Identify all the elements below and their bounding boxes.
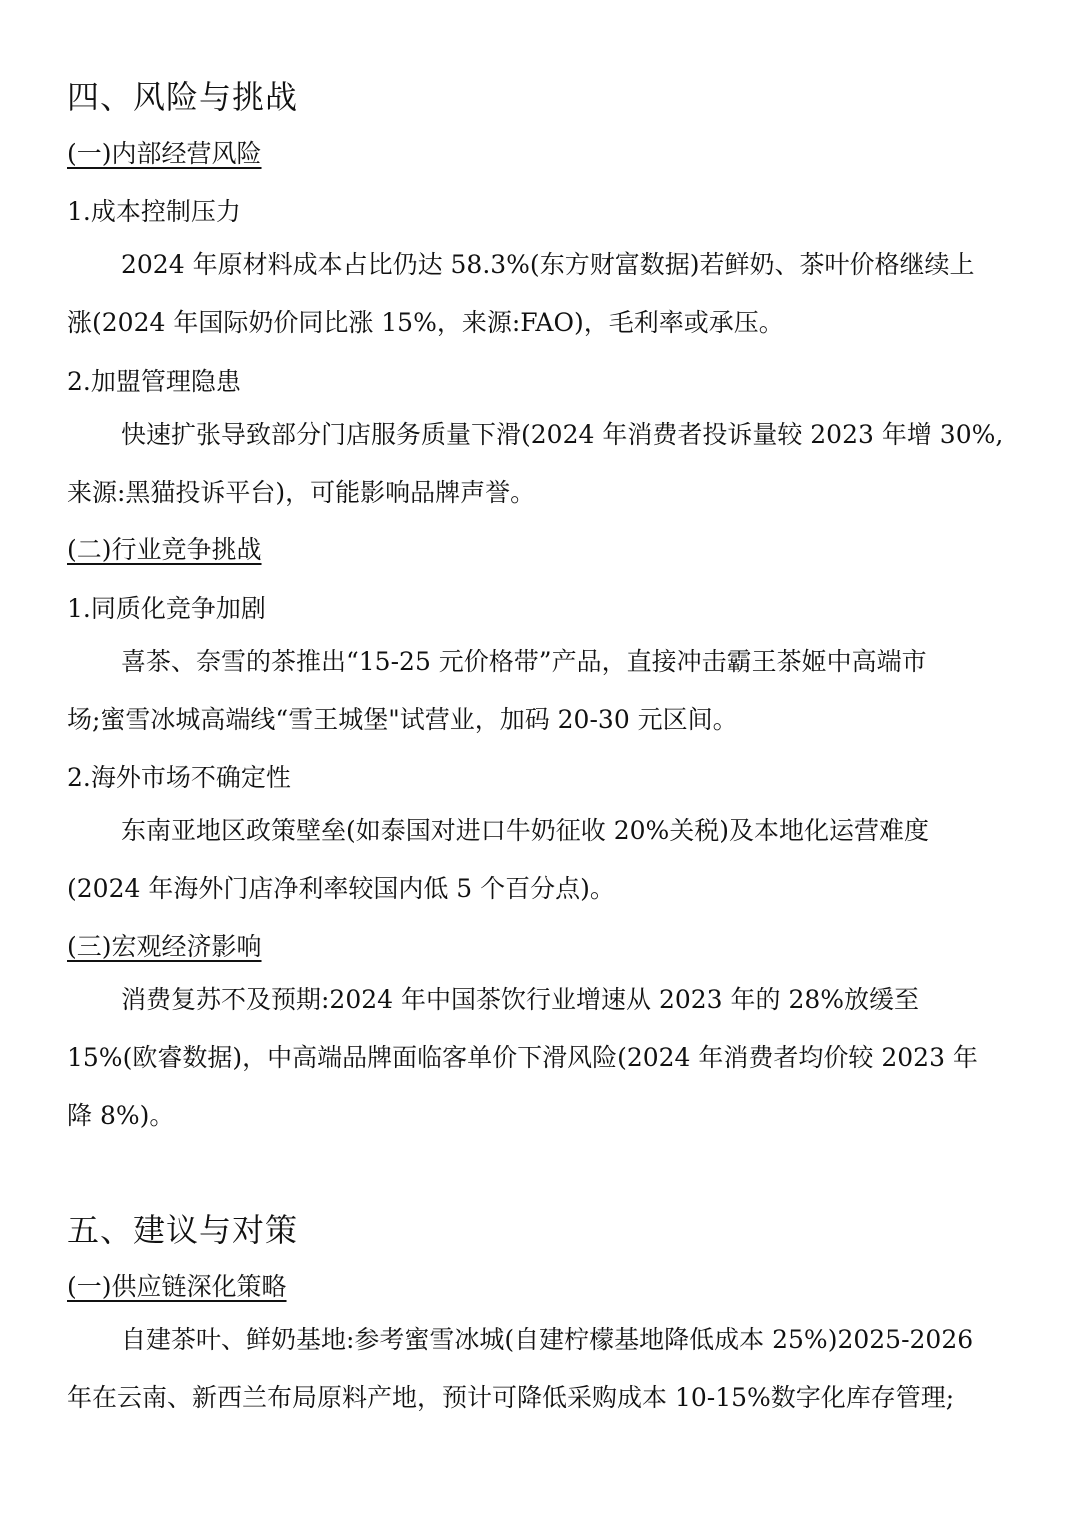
subsection-title-competition: (二)行业竞争挑战 [67,535,262,564]
subsection-title-supply-chain: (一)供应链深化策略 [67,1272,287,1301]
paragraph-supply-chain [67,1311,1017,1427]
paragraph-line: 年在云南、新西兰布局原料产地，预计可降低采购成本 10-15%数字化库存管理; [67,1383,955,1412]
paragraph-line: 场;蜜雪冰城高端线“雪王城堡"试营业，加码 20-30 元区间。 [67,705,738,734]
subsection-title-internal-risks: (一)内部经营风险 [67,139,262,168]
section-title-risks: 四、风险与挑战 [67,78,299,116]
paragraph-franchise-management [67,406,1017,522]
item-title-cost-control: 1.成本控制压力 [67,197,241,226]
paragraph-line: 15%(欧睿数据)，中高端品牌面临客单价下滑风险(2024 年消费者均价较 2023 年 [67,1043,978,1072]
paragraph-overseas-uncertainty [67,802,1017,918]
paragraph-line: 喜茶、奈雪的茶推出“15-25 元价格带”产品，直接冲击霸王茶姬中高端市 [121,647,927,676]
paragraph-line: 消费复苏不及预期:2024 年中国茶饮行业增速从 2023 年的 28%放缓至 [121,985,920,1014]
paragraph-line: 来源:黑猫投诉平台)，可能影响品牌声誉。 [67,478,536,507]
paragraph-line: 涨(2024 年国际奶价同比涨 15%，来源:FAO)，毛利率或承压。 [67,308,784,337]
paragraph-line: 自建茶叶、鲜奶基地:参考蜜雪冰城(自建柠檬基地降低成本 25%)2025-2026 [121,1325,974,1354]
paragraph-line: 快速扩张导致部分门店服务质量下滑(2024 年消费者投诉量较 2023 年增 30%, [121,420,1004,449]
paragraph-cost-control [67,236,1017,352]
paragraph-line: (2024 年海外门店净利率较国内低 5 个百分点)。 [67,874,615,903]
item-title-overseas-uncertainty: 2.海外市场不确定性 [67,763,291,792]
paragraph-macro [67,971,1017,1145]
item-title-franchise-management: 2.加盟管理隐患 [67,367,241,396]
paragraph-line: 东南亚地区政策壁垒(如泰国对进口牛奶征收 20%关税)及本地化运营难度 [121,816,930,845]
subsection-title-macro: (三)宏观经济影响 [67,932,262,961]
paragraph-homogenization [67,633,1017,749]
paragraph-line: 降 8%)。 [67,1101,175,1130]
section-title-recommendations: 五、建议与对策 [67,1211,299,1249]
paragraph-line: 2024 年原材料成本占比仍达 58.3%(东方财富数据)若鲜奶、茶叶价格继续上 [121,250,975,279]
item-title-homogenization: 1.同质化竞争加剧 [67,594,266,623]
